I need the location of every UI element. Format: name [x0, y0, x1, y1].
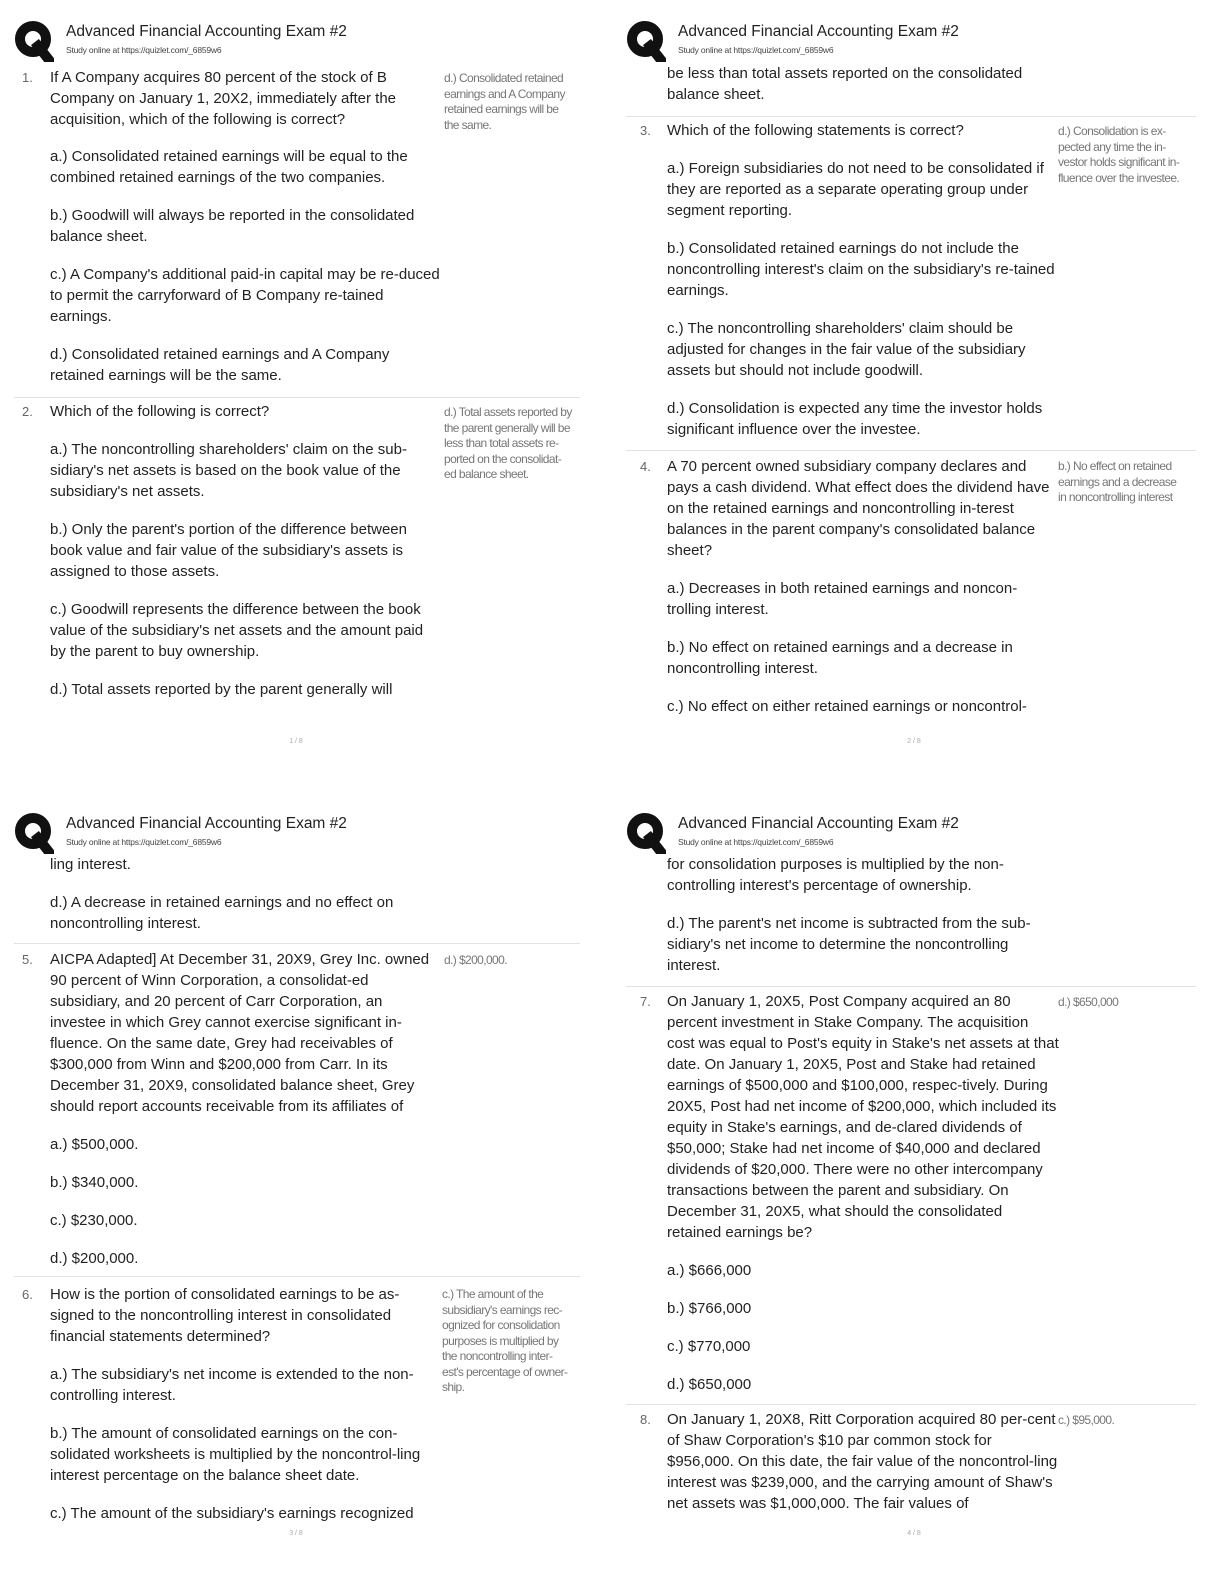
option-a: a.) $500,000.: [50, 1136, 139, 1153]
divider: [14, 1276, 580, 1277]
question-number: 5.: [22, 952, 33, 967]
question-number: 1.: [22, 70, 33, 85]
option-a: a.) The subsidiary's net income is extended to the non-controlling interest.: [50, 1366, 414, 1404]
option-b: b.) $766,000: [667, 1300, 752, 1317]
question-2: [50, 401, 442, 700]
answer-1: d.) Consolidated retained earnings and A Company retained earnings will be the same.: [444, 71, 565, 132]
option-c: c.) The amount of the subsidiary's earnings recognized: [50, 1505, 414, 1522]
option-d: d.) Consolidated retained earnings and A Company retained earnings will be the same.: [50, 346, 390, 384]
answer-4: b.) No effect on retained earnings and a decrease in noncontrolling interest: [1058, 459, 1177, 504]
divider: [14, 397, 580, 398]
divider: [14, 943, 580, 944]
question-text: A 70 percent owned subsidiary company declares and pays a cash dividend. What effect does the dividend have on the retained earnings and noncontrolling in-terest balances in the parent company's consolidated balance sheet?: [667, 458, 1050, 559]
option-d: d.) $650,000: [667, 1376, 752, 1393]
option-c: c.) $770,000: [667, 1338, 751, 1355]
quizlet-logo-icon: [626, 20, 666, 62]
question-text: AICPA Adapted] At December 31, 20X9, Grey Inc. owned 90 percent of Winn Corporation, a consolidat-ed subsidiary, and 20 percent of Carr Corporation, an investee in which Grey cannot exercise significant in-fluence. On the same date, Grey had receivables of $300,000 from Winn and $200,000 from Carr. In its December 31, 20X9, consolidated balance sheet, Grey should report accounts receivable from its affiliates of: [50, 951, 430, 1115]
page-2: [612, 0, 1224, 792]
option-b: b.) The amount of consolidated earnings on the con-solidated worksheets is multiplied by the noncontrol-ling interest percentage on the balance sheet date.: [50, 1425, 421, 1484]
continued-option-c: ling interest.: [50, 856, 131, 873]
option-c: c.) Goodwill represents the difference between the book value of the subsidiary's net assets and the amount paid by the parent to buy ownership.: [50, 601, 424, 660]
page-number: 4 / 8: [907, 1530, 921, 1537]
header-subtitle: Study online at https://quizlet.com/_6859w6: [678, 45, 834, 55]
answer-6: c.) The amount of the subsidiary's earnings rec-ognized for consolidation purposes is multiplied by the noncontrolling inter-est's percentage of owner-ship.: [442, 1287, 568, 1394]
question-6: [50, 1284, 442, 1524]
option-b: b.) $340,000.: [50, 1174, 139, 1191]
page-number: 3 / 8: [289, 1530, 303, 1537]
header-title: Advanced Financial Accounting Exam #2: [66, 815, 347, 832]
header-subtitle: Study online at https://quizlet.com/_6859w6: [66, 45, 222, 55]
question-5: [50, 949, 442, 1269]
option-a: a.) $666,000: [667, 1262, 752, 1279]
divider: [626, 450, 1196, 451]
option-d: d.) Consolidation is expected any time the investor holds significant influence over the investee.: [667, 400, 1043, 438]
question-text: Which of the following is correct?: [50, 403, 270, 420]
option-c: c.) $230,000.: [50, 1212, 138, 1229]
answer-5: d.) $200,000.: [444, 953, 507, 967]
option-c: c.) A Company's additional paid-in capital may be re-duced to permit the carryforward of B Company re-tained earnings.: [50, 266, 440, 325]
question-8: [667, 1409, 1059, 1514]
quizlet-logo-icon: [626, 812, 666, 854]
question-number: 3.: [640, 123, 651, 138]
option-d: d.) Total assets reported by the parent generally will: [50, 681, 393, 698]
question-text: If A Company acquires 80 percent of the stock of B Company on January 1, 20X2, immediately after the acquisition, which of the following is correct?: [50, 69, 397, 128]
question-7: [667, 991, 1059, 1395]
question-1: [50, 67, 442, 386]
option-b: b.) Goodwill will always be reported in the consolidated balance sheet.: [50, 207, 415, 245]
page-3: [0, 792, 612, 1584]
divider: [626, 116, 1196, 117]
page-header: [626, 812, 1206, 854]
option-d: d.) A decrease in retained earnings and no effect on noncontrolling interest.: [50, 894, 394, 932]
option-a: a.) Decreases in both retained earnings and noncon-trolling interest.: [667, 580, 1018, 618]
question-3: [667, 120, 1059, 440]
question-text: Which of the following statements is correct?: [667, 122, 964, 139]
divider: [626, 986, 1196, 987]
question-text: On January 1, 20X8, Ritt Corporation acquired 80 per-cent of Shaw Corporation's $10 par common stock for $956,000. On this date, the fair value of the noncontrol-ling interest was $239,000, and the carrying amount of Shaw's net assets was $1,000,000. The fair values of: [667, 1411, 1058, 1512]
divider: [626, 1404, 1196, 1405]
question-number: 6.: [22, 1287, 33, 1302]
question-number: 4.: [640, 459, 651, 474]
option-a: a.) The noncontrolling shareholders' claim on the sub-sidiary's net assets is based on the book value of the subsidiary's net assets.: [50, 441, 407, 500]
answer-3: d.) Consolidation is ex-pected any time the in-vestor holds significant in-fluence over the investee.: [1058, 124, 1180, 185]
header-title: Advanced Financial Accounting Exam #2: [678, 23, 959, 40]
option-c: c.) No effect on either retained earnings or noncontrol-: [667, 698, 1027, 715]
answer-7: d.) $650,000: [1058, 995, 1119, 1009]
quizlet-logo-icon: [14, 20, 54, 62]
page-header: [14, 20, 594, 62]
option-d: d.) The parent's net income is subtracted from the sub-sidiary's net income to determine the noncontrolling interest.: [667, 915, 1031, 974]
page-1: [0, 0, 612, 792]
answer-8: c.) $95,000.: [1058, 1413, 1115, 1427]
header-subtitle: Study online at https://quizlet.com/_6859w6: [66, 837, 222, 847]
page-number: 2 / 8: [907, 738, 921, 745]
page-number: 1 / 8: [289, 738, 303, 745]
question-text: On January 1, 20X5, Post Company acquired an 80 percent investment in Stake Company. The acquisition cost was equal to Post's equity in Stake's net assets at that date. On January 1, 20X5, Post and Stake had retained earnings of $500,000 and $100,000, respec-tively. During 20X5, Post had net income of $200,000, which included its equity in Stake's earnings, and de-clared dividends of $50,000; Stake had net income of $40,000 and declared dividends of $20,000. There were no other intercompany transactions between the parent and subsidiary. On December 31, 20X5, what should the consolidated retained earnings be?: [667, 993, 1059, 1241]
question-text: How is the portion of consolidated earnings to be as-signed to the noncontrolling interest in consolidated financial statements determined?: [50, 1286, 400, 1345]
option-a: a.) Foreign subsidiaries do not need to be consolidated if they are reported as a separate operating group under segment reporting.: [667, 160, 1044, 219]
header-title: Advanced Financial Accounting Exam #2: [678, 815, 959, 832]
header-subtitle: Study online at https://quizlet.com/_6859w6: [678, 837, 834, 847]
continued-option-c: for consolidation purposes is multiplied by the non-controlling interest's percentage of ownership.: [667, 856, 1004, 894]
option-c: c.) The noncontrolling shareholders' claim should be adjusted for changes in the fair value of the subsidiary assets but should not include goodwill.: [667, 320, 1026, 379]
quizlet-logo-icon: [14, 812, 54, 854]
question-4: [667, 456, 1059, 717]
question-number: 2.: [22, 404, 33, 419]
continued-text: be less than total assets reported on the consolidated balance sheet.: [667, 65, 1023, 103]
option-b: b.) Consolidated retained earnings do not include the noncontrolling interest's claim on the subsidiary's re-tained earnings.: [667, 240, 1055, 299]
page-header: [626, 20, 1206, 62]
answer-2: d.) Total assets reported by the parent generally will be less than total assets re-ported on the consolidat-ed balance sheet.: [444, 405, 572, 481]
continued-text: [667, 854, 1059, 976]
option-d: d.) $200,000.: [50, 1250, 139, 1267]
option-a: a.) Consolidated retained earnings will be equal to the combined retained earnings of the two companies.: [50, 148, 408, 186]
continued-text: [50, 854, 442, 934]
page-header: [14, 812, 594, 854]
header-title: Advanced Financial Accounting Exam #2: [66, 23, 347, 40]
question-number: 7.: [640, 994, 651, 1009]
question-number: 8.: [640, 1412, 651, 1427]
page-4: [612, 792, 1224, 1584]
option-b: b.) No effect on retained earnings and a decrease in noncontrolling interest.: [667, 639, 1013, 677]
option-b: b.) Only the parent's portion of the difference between book value and fair value of the subsidiary's assets is assigned to those assets.: [50, 521, 407, 580]
